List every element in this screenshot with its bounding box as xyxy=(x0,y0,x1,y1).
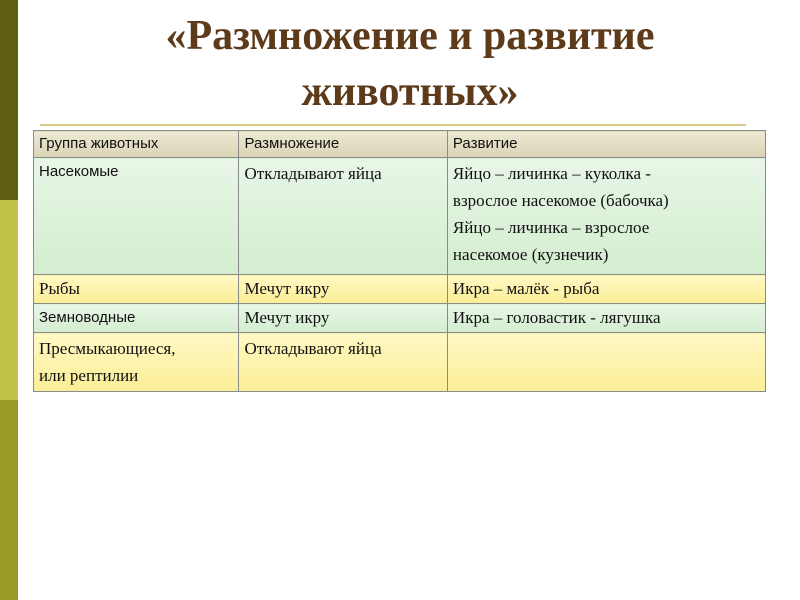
cell-development: Икра – малёк - рыба xyxy=(447,275,765,304)
table-header-row xyxy=(34,131,766,158)
cell-group xyxy=(34,333,239,392)
left-decorative-bar xyxy=(0,0,18,600)
cell-group: Насекомые xyxy=(34,158,239,275)
bar-segment-bottom xyxy=(0,400,18,600)
development-line: взрослое насекомое (бабочка) xyxy=(452,191,669,210)
cell-development xyxy=(447,333,765,392)
header-reproduction: Размножение xyxy=(239,131,447,158)
table-row xyxy=(34,275,766,304)
group-line: или рептилии xyxy=(39,366,139,385)
cell-reproduction: Откладывают яйца xyxy=(239,158,447,275)
cell-development: Икра – головастик - лягушка xyxy=(447,304,765,333)
header-group: Группа животных xyxy=(34,131,239,158)
slide-title-line-2: животных» xyxy=(301,69,519,115)
slide-title-line-1: «Размножение и развитие xyxy=(165,13,655,59)
cell-reproduction: Мечут икру xyxy=(239,304,447,333)
development-line: насекомое (кузнечик) xyxy=(452,245,609,264)
slide-title xyxy=(40,8,780,120)
table-row xyxy=(34,158,766,275)
development-line: Яйцо – личинка – куколка - xyxy=(452,164,651,183)
bar-segment-top xyxy=(0,0,18,200)
cell-group: Рыбы xyxy=(34,275,239,304)
cell-reproduction: Мечут икру xyxy=(239,275,447,304)
cell-group: Земноводные xyxy=(34,304,239,333)
cell-reproduction: Откладывают яйца xyxy=(239,333,447,392)
table-row xyxy=(34,333,766,392)
development-line: Яйцо – личинка – взрослое xyxy=(452,218,650,237)
header-development: Развитие xyxy=(447,131,765,158)
table-row xyxy=(34,304,766,333)
group-line: Пресмыкающиеся, xyxy=(39,339,176,358)
cell-development xyxy=(447,158,765,275)
animals-table xyxy=(33,130,766,392)
title-underline xyxy=(40,124,746,126)
bar-segment-middle xyxy=(0,200,18,400)
